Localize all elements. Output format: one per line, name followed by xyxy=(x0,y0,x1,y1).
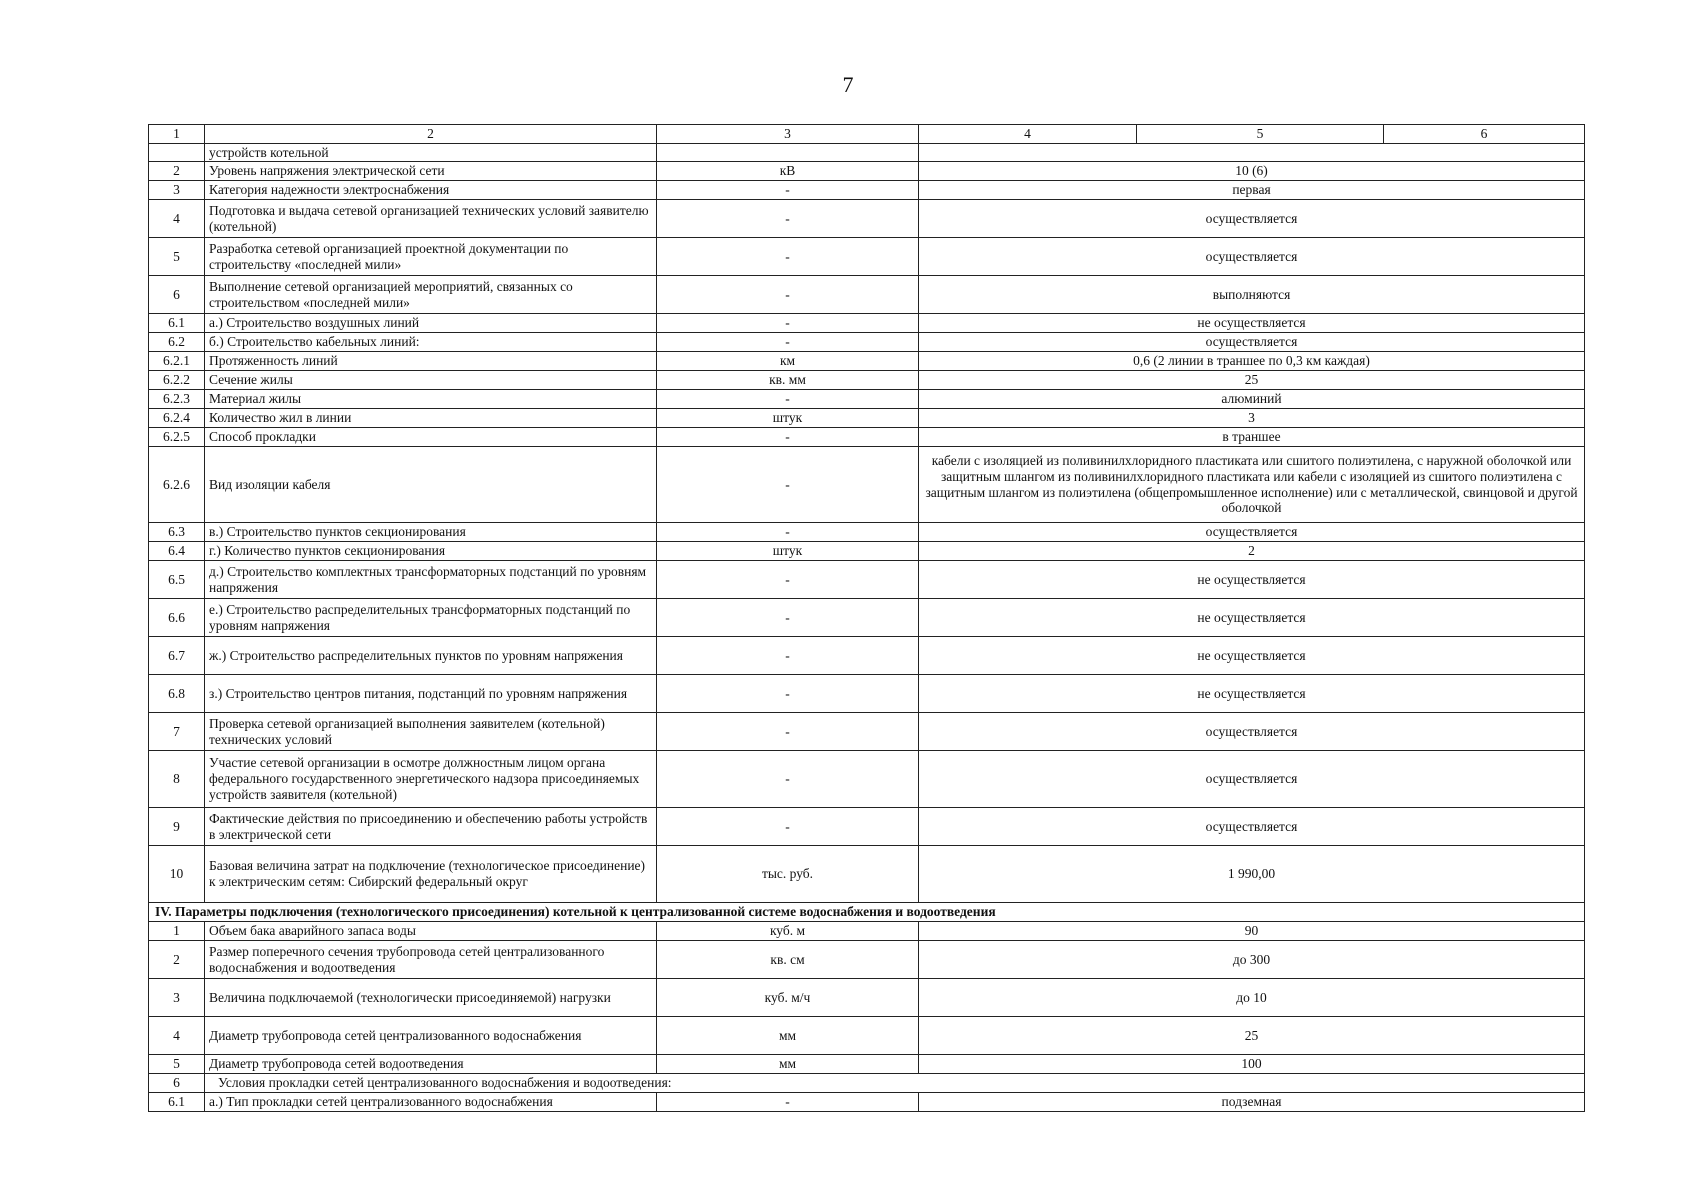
column-number-2: 2 xyxy=(205,125,657,144)
parameter-name: Категория надежности электроснабжения xyxy=(205,181,657,200)
unit-of-measure: тыс. руб. xyxy=(657,846,919,903)
row-number: 6 xyxy=(149,1074,205,1093)
parameter-name: Диаметр трубопровода сетей водоотведения xyxy=(205,1055,657,1074)
parameter-name: Выполнение сетевой организацией мероприятий, связанных со строительством «последней мили» xyxy=(205,276,657,314)
row-number: 3 xyxy=(149,979,205,1017)
table-row xyxy=(149,1055,1585,1074)
row-number: 9 xyxy=(149,808,205,846)
table-row xyxy=(149,808,1585,846)
unit-of-measure: - xyxy=(657,637,919,675)
unit-of-measure: км xyxy=(657,352,919,371)
parameter-value: 0,6 (2 линии в траншее по 0,3 км каждая) xyxy=(919,352,1585,371)
parameter-name: Уровень напряжения электрической сети xyxy=(205,162,657,181)
row-number: 6.2.4 xyxy=(149,409,205,428)
unit-of-measure: штук xyxy=(657,542,919,561)
row-number: 6.6 xyxy=(149,599,205,637)
parameter-name: Проверка сетевой организацией выполнения заявителем (котельной) технических условий xyxy=(205,713,657,751)
parameter-value: 10 (6) xyxy=(919,162,1585,181)
parameter-name: Базовая величина затрат на подключение (технологическое присоединение) к электрическим сетям: Сибирский федеральный округ xyxy=(205,846,657,903)
parameter-name: Материал жилы xyxy=(205,390,657,409)
row-number: 6.2.3 xyxy=(149,390,205,409)
column-number-6: 6 xyxy=(1384,125,1585,144)
row-number: 6.3 xyxy=(149,523,205,542)
table-row xyxy=(149,1093,1585,1112)
parameter-name: Участие сетевой организации в осмотре должностным лицом органа федерального государственного энергетического надзора присоединяемых устройств заявителя (котельной) xyxy=(205,751,657,808)
parameter-value: первая xyxy=(919,181,1585,200)
parameter-value: осуществляется xyxy=(919,713,1585,751)
unit-of-measure: - xyxy=(657,523,919,542)
table-row xyxy=(149,941,1585,979)
table-row xyxy=(149,561,1585,599)
table-row xyxy=(149,751,1585,808)
unit-of-measure: - xyxy=(657,314,919,333)
table-row xyxy=(149,1074,1585,1093)
parameter-value: осуществляется xyxy=(919,238,1585,276)
row-number: 4 xyxy=(149,200,205,238)
parameter-value: не осуществляется xyxy=(919,599,1585,637)
row-number: 6.2.6 xyxy=(149,447,205,523)
unit-of-measure: кв. мм xyxy=(657,371,919,390)
row-number: 2 xyxy=(149,941,205,979)
parameter-name: Объем бака аварийного запаса воды xyxy=(205,922,657,941)
column-number-3: 3 xyxy=(657,125,919,144)
unit-of-measure: - xyxy=(657,561,919,599)
parameter-value: 3 xyxy=(919,409,1585,428)
parameter-name: з.) Строительство центров питания, подстанций по уровням напряжения xyxy=(205,675,657,713)
parameter-value: осуществляется xyxy=(919,808,1585,846)
table-row xyxy=(149,390,1585,409)
parameter-value: до 10 xyxy=(919,979,1585,1017)
table-row xyxy=(149,276,1585,314)
table-row xyxy=(149,352,1585,371)
parameter-value: выполняются xyxy=(919,276,1585,314)
parameter-value: до 300 xyxy=(919,941,1585,979)
parameter-value: не осуществляется xyxy=(919,675,1585,713)
parameter-value: алюминий xyxy=(919,390,1585,409)
row-number: 6.2.1 xyxy=(149,352,205,371)
unit-of-measure: - xyxy=(657,599,919,637)
unit-of-measure: - xyxy=(657,808,919,846)
parameter-name: Условия прокладки сетей централизованного водоснабжения и водоотведения: xyxy=(205,1074,1585,1093)
parameter-value: 90 xyxy=(919,922,1585,941)
parameter-value: не осуществляется xyxy=(919,637,1585,675)
parameter-name: Величина подключаемой (технологически присоединяемой) нагрузки xyxy=(205,979,657,1017)
table-row xyxy=(149,637,1585,675)
parameter-name: а.) Строительство воздушных линий xyxy=(205,314,657,333)
table-row xyxy=(149,200,1585,238)
parameter-value: не осуществляется xyxy=(919,314,1585,333)
unit-of-measure: - xyxy=(657,333,919,352)
column-number-4: 4 xyxy=(919,125,1137,144)
table-row xyxy=(149,447,1585,523)
table-row xyxy=(149,409,1585,428)
parameter-name: в.) Строительство пунктов секционирования xyxy=(205,523,657,542)
row-number: 6.2.5 xyxy=(149,428,205,447)
parameter-value: 2 xyxy=(919,542,1585,561)
row-number: 5 xyxy=(149,1055,205,1074)
parameter-name: д.) Строительство комплектных трансформаторных подстанций по уровням напряжения xyxy=(205,561,657,599)
row-number: 6.2 xyxy=(149,333,205,352)
table-row xyxy=(149,922,1585,941)
parameter-name: б.) Строительство кабельных линий: xyxy=(205,333,657,352)
row-number: 8 xyxy=(149,751,205,808)
unit-of-measure: - xyxy=(657,276,919,314)
table-row xyxy=(149,371,1585,390)
column-number-1: 1 xyxy=(149,125,205,144)
parameters-table xyxy=(148,124,1585,1112)
table-row xyxy=(149,144,1585,162)
column-number-5: 5 xyxy=(1137,125,1384,144)
row-number: 6.1 xyxy=(149,1093,205,1112)
row-number: 6.7 xyxy=(149,637,205,675)
parameter-value: осуществляется xyxy=(919,523,1585,542)
row-number: 6.2.2 xyxy=(149,371,205,390)
table-row xyxy=(149,542,1585,561)
row-number: 6 xyxy=(149,276,205,314)
row-number: 4 xyxy=(149,1017,205,1055)
row-number: 7 xyxy=(149,713,205,751)
parameter-name: Способ прокладки xyxy=(205,428,657,447)
parameter-value xyxy=(919,144,1585,162)
parameter-value: осуществляется xyxy=(919,200,1585,238)
parameter-value: подземная xyxy=(919,1093,1585,1112)
table-row xyxy=(149,523,1585,542)
row-number: 6.4 xyxy=(149,542,205,561)
table-row xyxy=(149,333,1585,352)
parameter-name: а.) Тип прокладки сетей централизованного водоснабжения xyxy=(205,1093,657,1112)
unit-of-measure: штук xyxy=(657,409,919,428)
unit-of-measure: - xyxy=(657,181,919,200)
table-row xyxy=(149,979,1585,1017)
unit-of-measure: кВ xyxy=(657,162,919,181)
row-number: 10 xyxy=(149,846,205,903)
row-number: 6.1 xyxy=(149,314,205,333)
table-row xyxy=(149,1017,1585,1055)
parameter-name: Вид изоляции кабеля xyxy=(205,447,657,523)
parameter-value: 25 xyxy=(919,371,1585,390)
parameter-value: не осуществляется xyxy=(919,561,1585,599)
parameter-name: устройств котельной xyxy=(205,144,657,162)
parameter-name: ж.) Строительство распределительных пунктов по уровням напряжения xyxy=(205,637,657,675)
table-row xyxy=(149,713,1585,751)
parameter-name: Фактические действия по присоединению и обеспечению работы устройств в электрической сети xyxy=(205,808,657,846)
unit-of-measure: - xyxy=(657,428,919,447)
unit-of-measure: куб. м/ч xyxy=(657,979,919,1017)
parameter-value: 100 xyxy=(919,1055,1585,1074)
unit-of-measure: - xyxy=(657,713,919,751)
row-number: 2 xyxy=(149,162,205,181)
parameter-name: Сечение жилы xyxy=(205,371,657,390)
page-number: 7 xyxy=(842,72,854,97)
row-number: 5 xyxy=(149,238,205,276)
parameter-name: г.) Количество пунктов секционирования xyxy=(205,542,657,561)
row-number: 1 xyxy=(149,922,205,941)
row-number: 3 xyxy=(149,181,205,200)
parameter-name: е.) Строительство распределительных трансформаторных подстанций по уровням напряжения xyxy=(205,599,657,637)
unit-of-measure: кв. см xyxy=(657,941,919,979)
unit-of-measure: - xyxy=(657,447,919,523)
table-row xyxy=(149,428,1585,447)
table-row xyxy=(149,675,1585,713)
table-row xyxy=(149,162,1585,181)
section-title-row xyxy=(149,903,1585,922)
parameter-value: осуществляется xyxy=(919,751,1585,808)
parameter-value: 25 xyxy=(919,1017,1585,1055)
unit-of-measure: мм xyxy=(657,1017,919,1055)
parameter-name: Количество жил в линии xyxy=(205,409,657,428)
unit-of-measure: - xyxy=(657,238,919,276)
row-number: 6.8 xyxy=(149,675,205,713)
table-row xyxy=(149,314,1585,333)
row-number xyxy=(149,144,205,162)
unit-of-measure: - xyxy=(657,200,919,238)
table-row xyxy=(149,846,1585,903)
table-row xyxy=(149,181,1585,200)
parameter-value: 1 990,00 xyxy=(919,846,1585,903)
unit-of-measure: - xyxy=(657,675,919,713)
unit-of-measure: - xyxy=(657,390,919,409)
parameter-name: Протяженность линий xyxy=(205,352,657,371)
parameter-name: Подготовка и выдача сетевой организацией технических условий заявителю (котельной) xyxy=(205,200,657,238)
column-number-header-row xyxy=(149,125,1585,144)
unit-of-measure: - xyxy=(657,751,919,808)
parameter-name: Размер поперечного сечения трубопровода сетей централизованного водоснабжения и водоотведения xyxy=(205,941,657,979)
unit-of-measure: - xyxy=(657,1093,919,1112)
table-row xyxy=(149,599,1585,637)
parameter-name: Диаметр трубопровода сетей централизованного водоснабжения xyxy=(205,1017,657,1055)
section-title: IV. Параметры подключения (технологического присоединения) котельной к централизованной системе водоснабжения и водоотведения xyxy=(149,903,1585,922)
table-row xyxy=(149,238,1585,276)
parameter-value: в траншее xyxy=(919,428,1585,447)
unit-of-measure: мм xyxy=(657,1055,919,1074)
unit-of-measure: куб. м xyxy=(657,922,919,941)
row-number: 6.5 xyxy=(149,561,205,599)
parameter-value: кабели с изоляцией из поливинилхлоридного пластиката или сшитого полиэтилена, с наружной оболочкой или защитным шлангом из поливинилхлоридного пластиката или кабели с изоляцией из сшитого полиэтилена с защитным шлангом из полиэтилена (общепромышленное исполнение) или с металлической, свинцовой и другой оболочкой xyxy=(919,447,1585,523)
parameter-value: осуществляется xyxy=(919,333,1585,352)
unit-of-measure xyxy=(657,144,919,162)
parameter-name: Разработка сетевой организацией проектной документации по строительству «последней мили» xyxy=(205,238,657,276)
